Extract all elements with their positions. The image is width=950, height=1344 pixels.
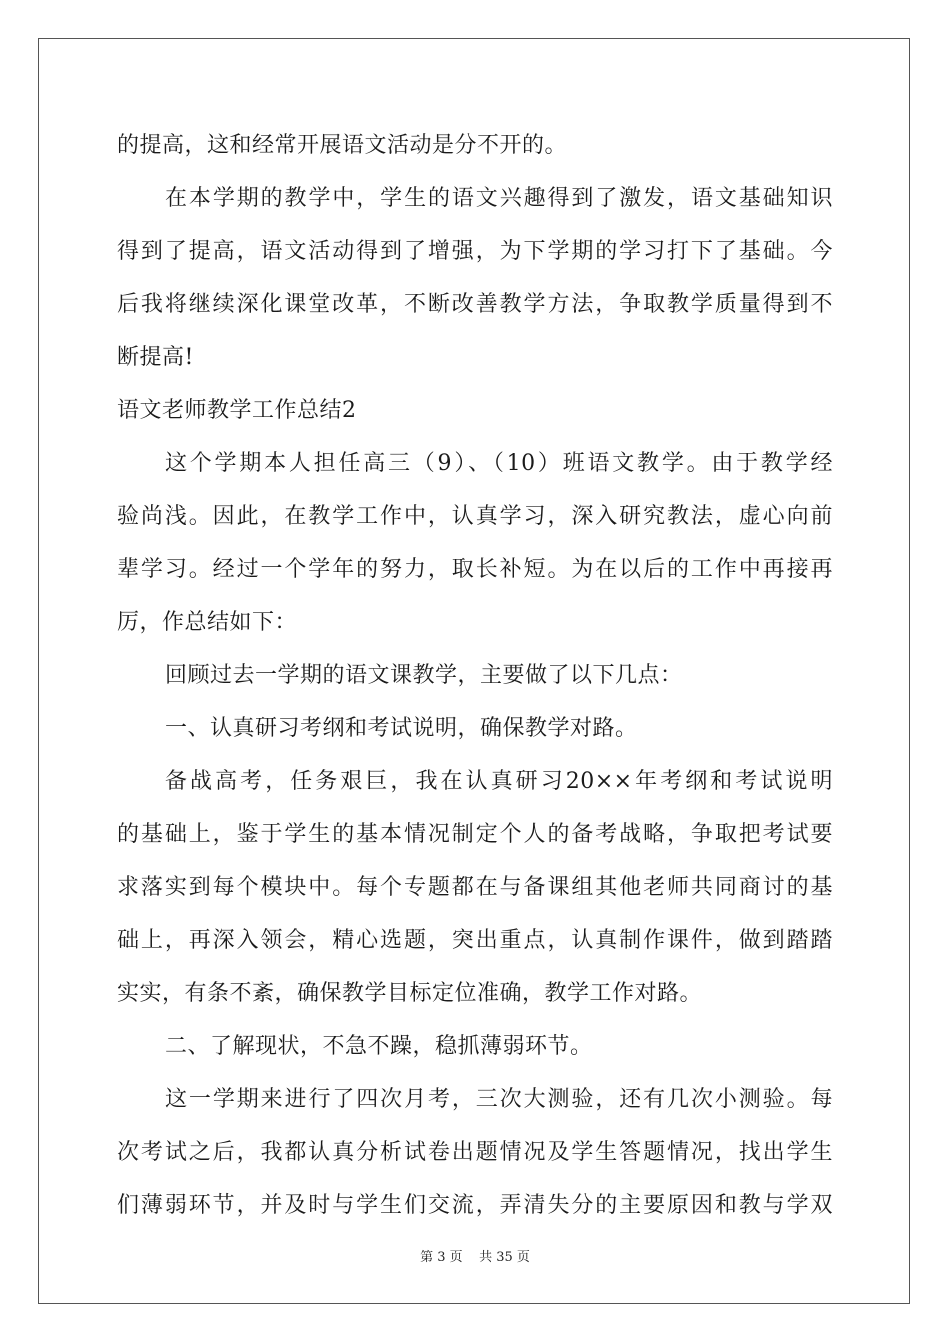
text-line-5: 断提高! xyxy=(117,345,194,370)
subheading-2: 二、了解现状，不急不躁，稳抓薄弱环节。 xyxy=(165,1034,593,1059)
text-line-19: 这一学期来进行了四次月考，三次大测验，还有几次小测验。每 xyxy=(165,1087,833,1112)
text-line-15: 求落实到每个模块中。每个专题都在与备课组其他老师共同商讨的基 xyxy=(117,875,833,900)
text-line-16: 础上，再深入领会，精心选题，突出重点，认真制作课件，做到踏踏 xyxy=(117,928,833,953)
text-line-1: 的提高，这和经常开展语文活动是分不开的。 xyxy=(117,133,568,158)
subheading-1: 一、认真研习考纲和考试说明，确保教学对路。 xyxy=(165,716,638,741)
text-line-17: 实实，有条不紊，确保教学目标定位准确，教学工作对路。 xyxy=(117,981,703,1006)
text-line-8: 验尚浅。因此，在教学工作中，认真学习，深入研究教法，虚心向前 xyxy=(117,504,833,529)
text-line-20: 次考试之后，我都认真分析试卷出题情况及学生答题情况，找出学生 xyxy=(117,1140,833,1165)
text-line-14: 的基础上，鉴于学生的基本情况制定个人的备考战略，争取把考试要 xyxy=(117,822,833,847)
text-line-10: 厉，作总结如下： xyxy=(117,610,298,635)
text-line-4: 后我将继续深化课堂改革，不断改善教学方法，争取教学质量得到不 xyxy=(117,292,833,317)
document-body xyxy=(117,126,833,1239)
text-line-13: 备战高考，任务艰巨，我在认真研习20××年考纲和考试说明 xyxy=(165,769,833,794)
page-number-footer: 第 3 页 共 35 页 xyxy=(420,1250,530,1265)
text-line-7: 这个学期本人担任高三（9）、（10）班语文教学。由于教学经 xyxy=(165,451,833,476)
text-line-21: 们薄弱环节，并及时与学生们交流，弄清失分的主要原因和教与学双 xyxy=(117,1193,833,1218)
text-line-11: 回顾过去一学期的语文课教学，主要做了以下几点： xyxy=(165,663,683,688)
text-line-2: 在本学期的教学中，学生的语文兴趣得到了激发，语文基础知识 xyxy=(165,186,833,211)
text-line-3: 得到了提高，语文活动得到了增强，为下学期的学习打下了基础。今 xyxy=(117,239,833,264)
section-heading: 语文老师教学工作总结2 xyxy=(117,398,357,423)
text-line-9: 辈学习。经过一个学年的努力，取长补短。为在以后的工作中再接再 xyxy=(117,557,833,582)
